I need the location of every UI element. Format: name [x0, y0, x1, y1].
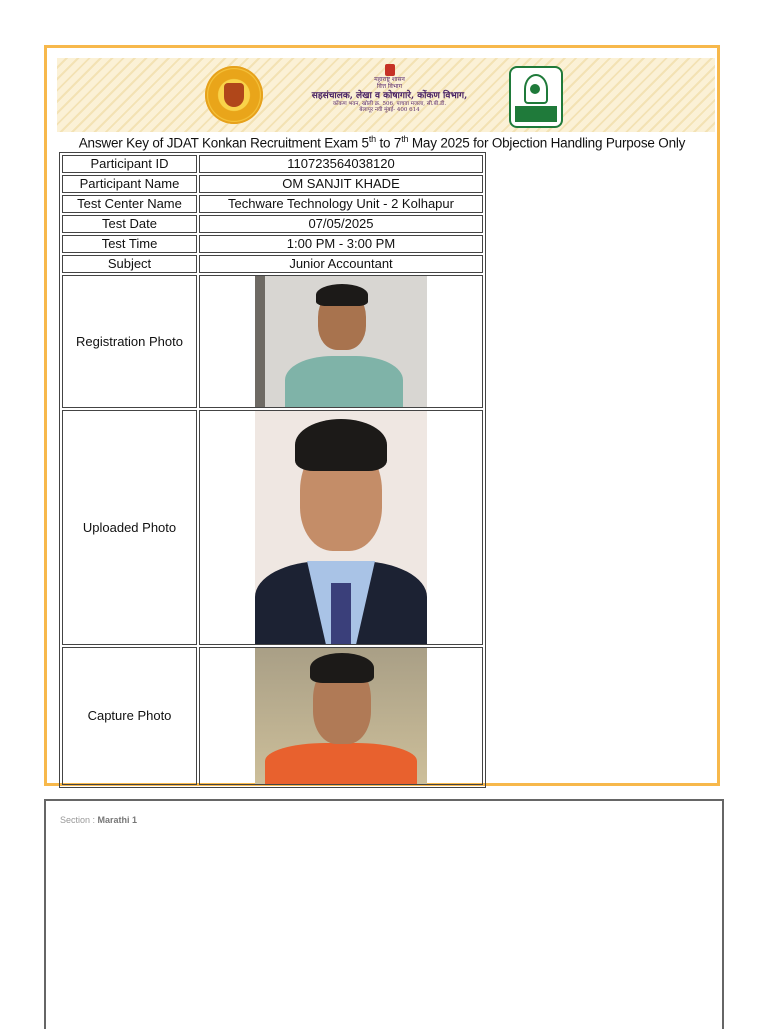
table-row: [62, 235, 483, 253]
maharashtra-emblem-icon: [205, 66, 263, 124]
org-line-3: सहसंचालक, लेखा व कोषागारे, कोंकण विभाग,: [311, 90, 468, 101]
section-name: Marathi 1: [97, 815, 138, 825]
page-title: Answer Key of JDAT Konkan Recruitment Exam 5th to 7th May 2025 for Objection Handling Purpose Only: [78, 134, 686, 151]
org-address: [282, 64, 497, 114]
table-row: [62, 195, 483, 213]
row-value: Junior Accountant: [199, 255, 483, 273]
row-value: 07/05/2025: [199, 215, 483, 233]
row-label: Test Time: [62, 235, 197, 253]
capture-photo: [255, 648, 427, 784]
header-banner: [57, 58, 715, 132]
table-row: [62, 647, 483, 785]
org-line-4: कोंकण भवन, खोली क्र. 506, पाचवा मजला, सी.बी.डी.: [332, 101, 447, 108]
row-label: Capture Photo: [62, 647, 197, 785]
uploaded-photo: [255, 411, 427, 644]
section-label: Section : Marathi 1: [60, 815, 138, 825]
registration-photo: [255, 276, 427, 407]
row-label: Participant Name: [62, 175, 197, 193]
table-row: [62, 175, 483, 193]
section-panel: [44, 799, 724, 1029]
table-row: [62, 155, 483, 173]
row-label: Test Date: [62, 215, 197, 233]
table-row: [62, 410, 483, 645]
row-value: 1:00 PM - 3:00 PM: [199, 235, 483, 253]
participant-info-table: [59, 152, 486, 788]
row-label: Uploaded Photo: [62, 410, 197, 645]
org-line-5: बेलापूर नवी मुंबई- 400 614: [359, 107, 420, 114]
org-line-1: महाराष्ट्र शासन: [374, 76, 405, 83]
lekha-koshagare-logo-icon: [509, 66, 563, 128]
table-row: [62, 275, 483, 408]
org-line-2: वित्त विभाग: [377, 82, 402, 90]
row-label: Participant ID: [62, 155, 197, 173]
table-row: [62, 255, 483, 273]
row-label: Test Center Name: [62, 195, 197, 213]
row-label: Registration Photo: [62, 275, 197, 408]
answer-key-card: [44, 45, 720, 786]
row-value: Techware Technology Unit - 2 Kolhapur: [199, 195, 483, 213]
row-label: Subject: [62, 255, 197, 273]
table-row: [62, 215, 483, 233]
row-value: OM SANJIT KHADE: [199, 175, 483, 193]
ashoka-symbol-icon: [385, 64, 395, 76]
row-value: 110723564038120: [199, 155, 483, 173]
